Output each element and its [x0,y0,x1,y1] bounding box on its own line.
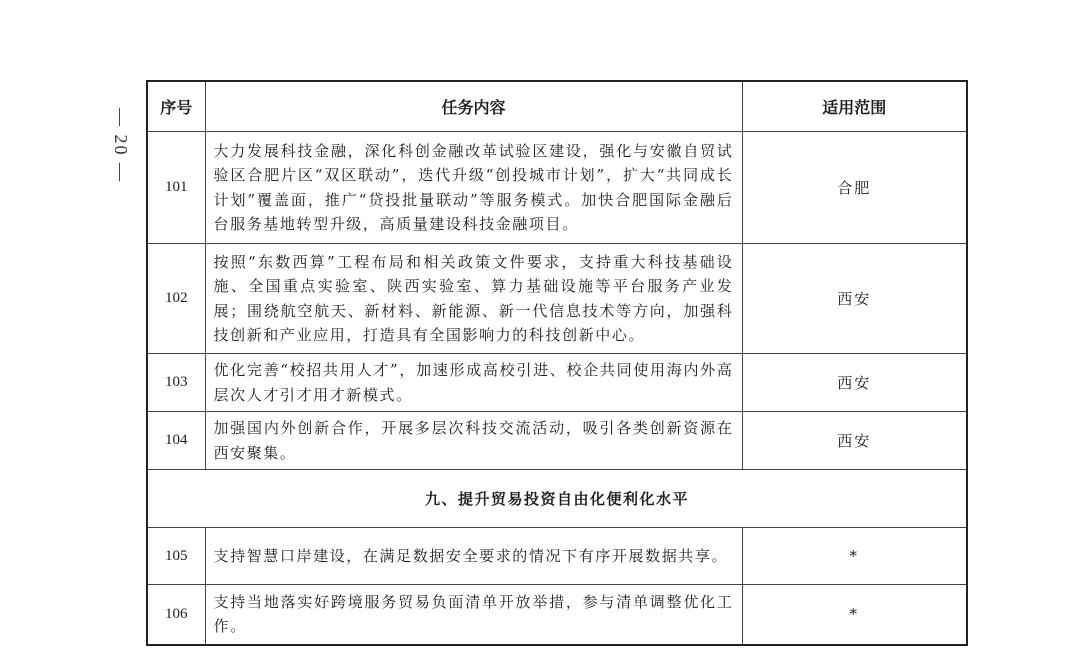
section-heading-row [147,470,967,528]
header-scope: 适用范围 [742,81,967,132]
row-scope: 西安 [742,244,967,354]
row-task: 支持智慧口岸建设，在满足数据安全要求的情况下有序开展数据共享。 [205,528,742,585]
row-scope: * [742,585,967,645]
row-task: 加强国内外创新合作，开展多层次科技交流活动，吸引各类创新资源在西安聚集。 [205,412,742,470]
row-scope: 合肥 [742,132,967,244]
row-task: 大力发展科技金融，深化科创金融改革试验区建设，强化与安徽自贸试验区合肥片区“双区联动”，迭代升级“创投城市计划”，扩大“共同成长计划”覆盖面，推广“贷投批量联动”等服务模式。加快合肥国际金融后台服务基地转型升级，高质量建设科技金融项目。 [205,132,742,244]
table-row [147,244,967,354]
header-task: 任务内容 [205,81,742,132]
task-table [146,80,968,646]
row-no: 104 [147,412,205,470]
row-no: 105 [147,528,205,585]
row-no: 102 [147,244,205,354]
table-row [147,585,967,645]
table-row [147,354,967,412]
page-number [108,95,132,195]
table-row [147,412,967,470]
header-no: 序号 [147,81,205,132]
table-row [147,528,967,585]
row-scope: * [742,528,967,585]
row-task: 按照“东数西算”工程布局和相关政策文件要求，支持重大科技基础设施、全国重点实验室、陕西实验室、算力基础设施等平台服务产业发展；围绕航空航天、新材料、新能源、新一代信息技术等方向，加强科技创新和产业应用，打造具有全国影响力的科技创新中心。 [205,244,742,354]
page-number-text: — 20 — [110,107,131,183]
row-scope: 西安 [742,354,967,412]
row-no: 106 [147,585,205,645]
row-task: 优化完善“校招共用人才”，加速形成高校引进、校企共同使用海内外高层次人才引才用才新模式。 [205,354,742,412]
table-row [147,132,967,244]
row-task: 支持当地落实好跨境服务贸易负面清单开放举措，参与清单调整优化工作。 [205,585,742,645]
row-scope: 西安 [742,412,967,470]
row-no: 103 [147,354,205,412]
section-title: 九、提升贸易投资自由化便利化水平 [147,470,967,528]
row-no: 101 [147,132,205,244]
table-header-row [147,81,967,132]
